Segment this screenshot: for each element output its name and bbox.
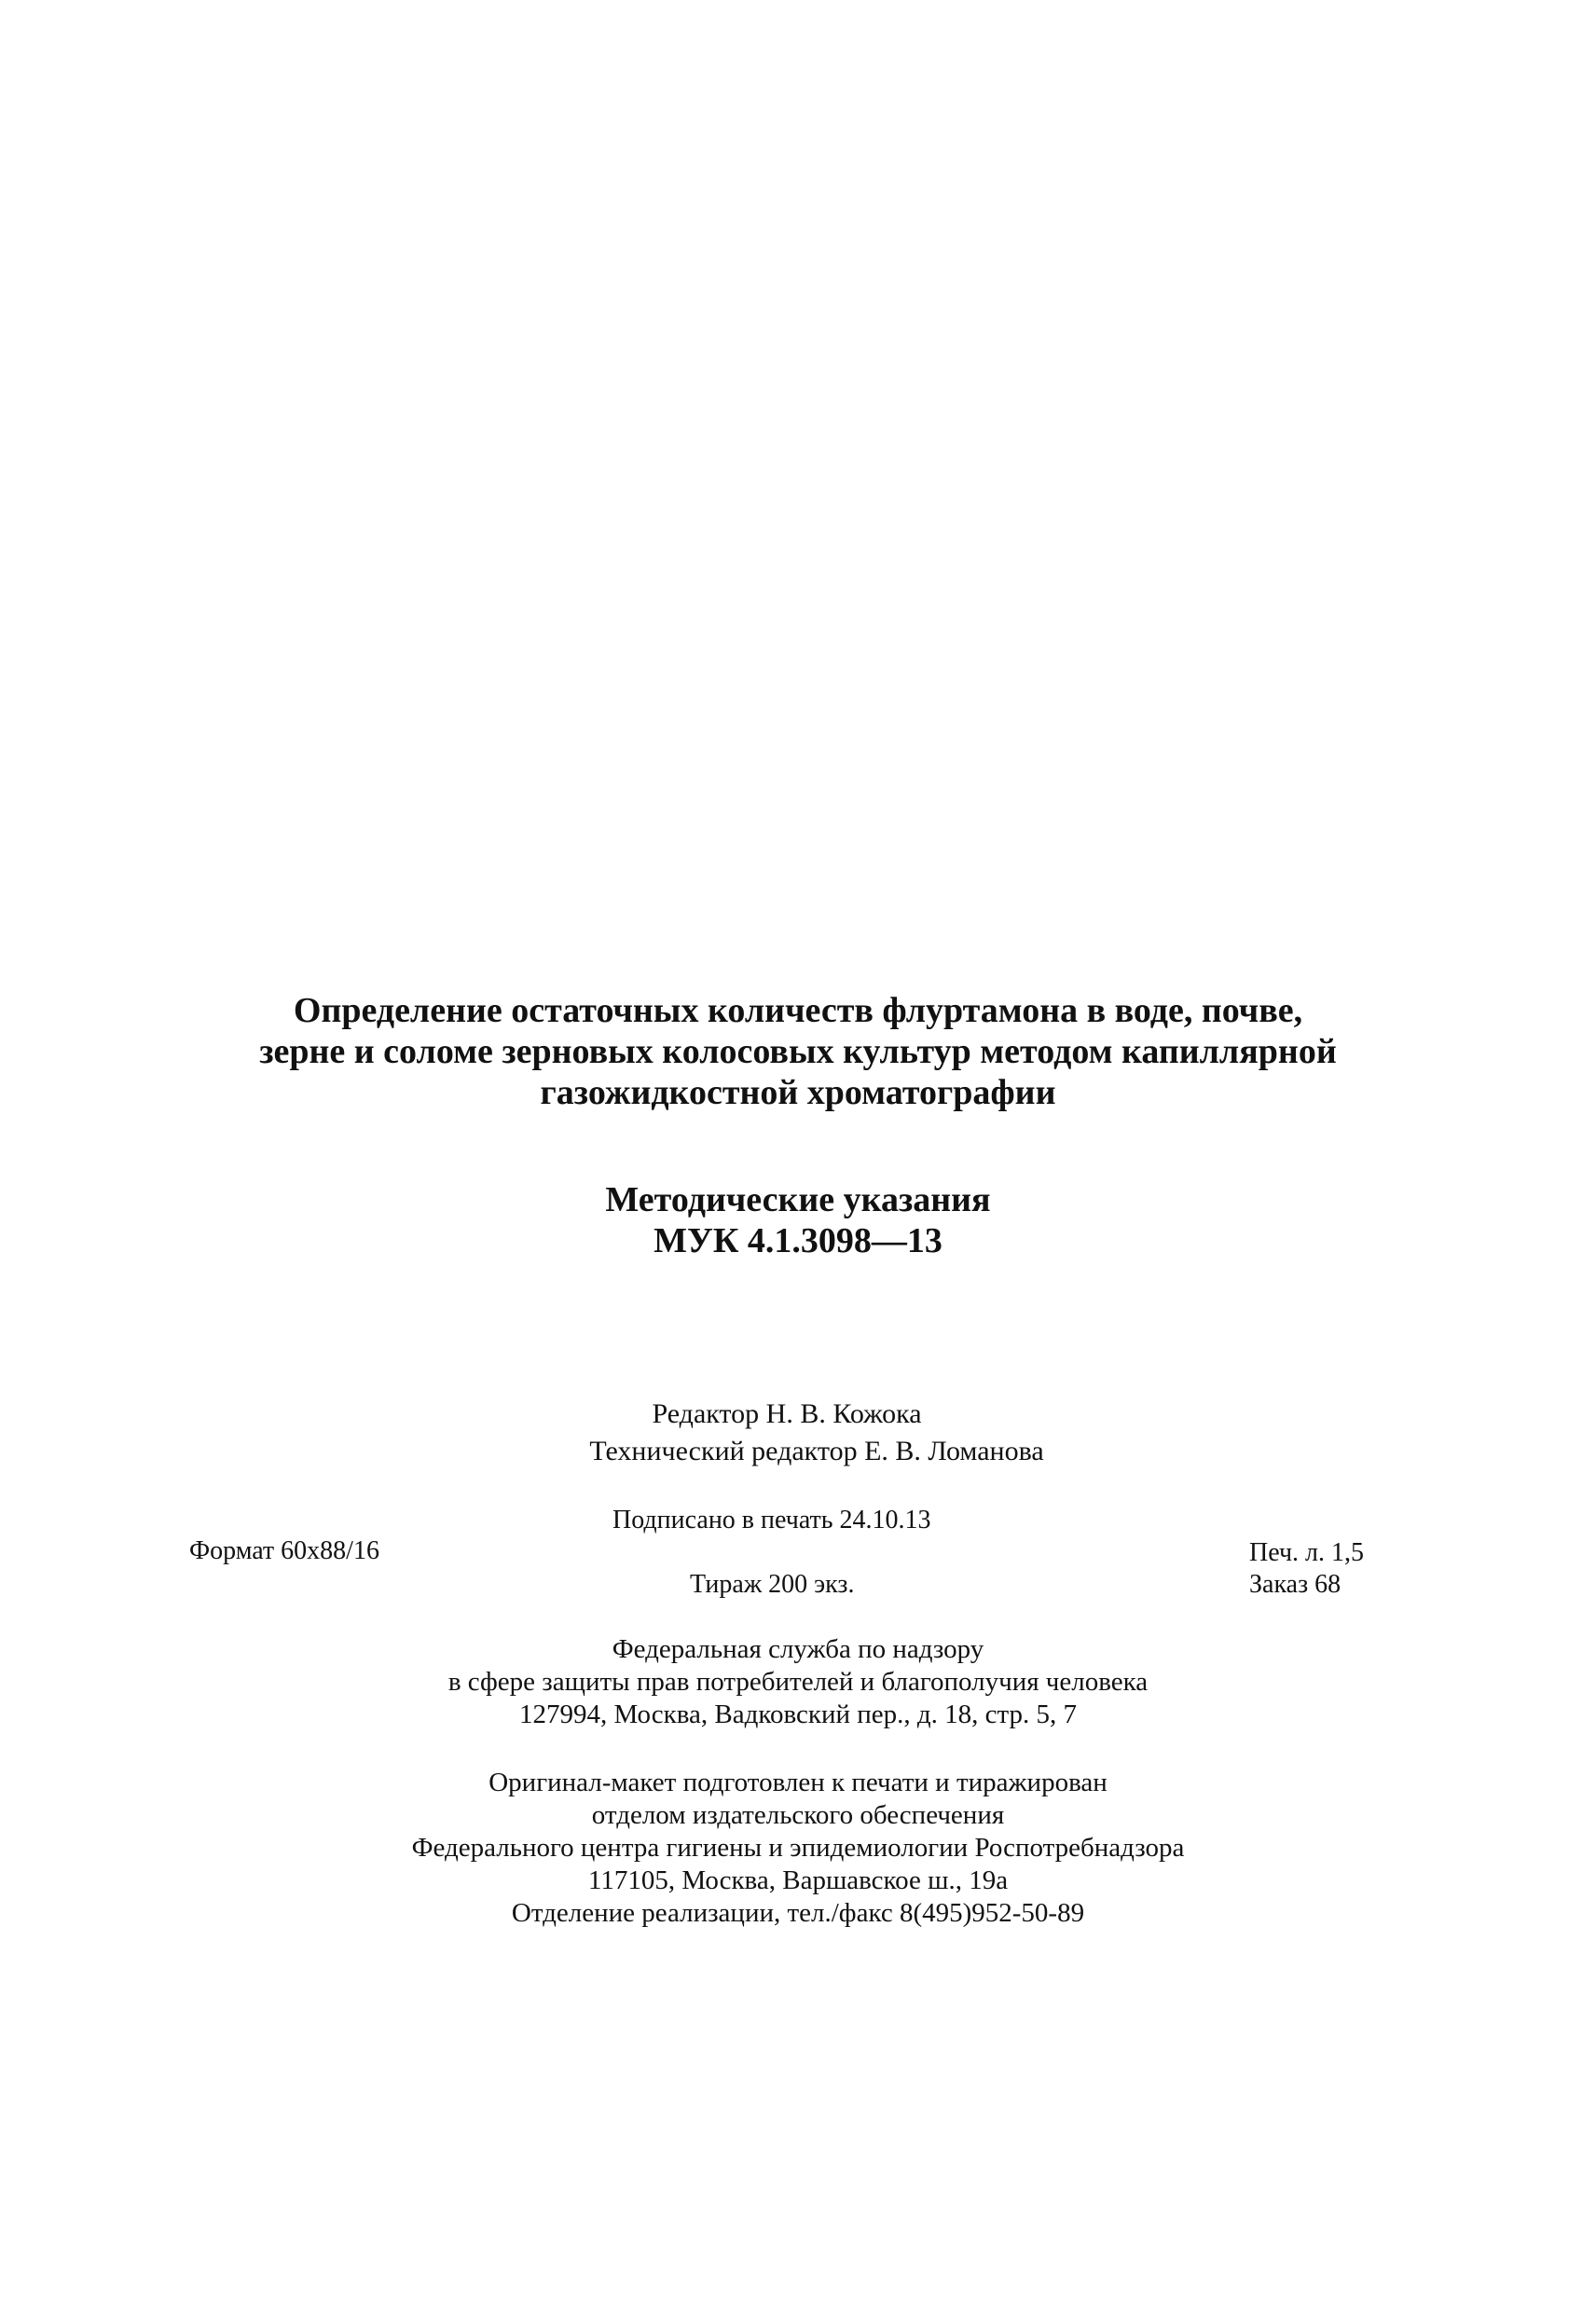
document-title xyxy=(0,990,1596,1113)
printed-sheets: Печ. л. 1,5 xyxy=(1249,1538,1365,1567)
subtitle-line-1: Методические указания xyxy=(605,1180,991,1219)
publisher-block xyxy=(0,1633,1596,1731)
publisher-address: 127994, Москва, Вадковский пер., д. 18, стр. 5, 7 xyxy=(518,1700,1078,1729)
technical-editor-name: Технический редактор Е. В. Ломанова xyxy=(589,1436,1044,1466)
producer-address: 117105, Москва, Варшавское ш., 19а xyxy=(587,1865,1009,1895)
title-line-3: газожидкостной хроматографии xyxy=(540,1073,1056,1112)
signed-date: Подписано в печать 24.10.13 xyxy=(612,1506,931,1534)
paper-format: Формат 60x88/16 xyxy=(189,1536,379,1565)
document-code: МУК 4.1.3098—13 xyxy=(654,1221,942,1260)
editors-block xyxy=(0,1396,1596,1470)
title-line-1: Определение остаточных количеств флуртамона в воде, почве, xyxy=(293,991,1303,1030)
title-line-2: зерне и соломе зерновых колосовых культур методом капиллярной xyxy=(259,1032,1337,1071)
order-number: Заказ 68 xyxy=(1249,1570,1341,1599)
producer-line-1: Оригинал-макет подготовлен к печати и тиражирован xyxy=(488,1768,1108,1797)
producer-block xyxy=(0,1767,1596,1930)
editor-name: Редактор Н. В. Кожока xyxy=(652,1398,922,1429)
sales-contact: Отделение реализации, тел./факс 8(495)952-50-89 xyxy=(511,1898,1085,1928)
producer-line-2: отделом издательского обеспечения xyxy=(591,1800,1005,1830)
publisher-line-1: Федеральная служба по надзору xyxy=(612,1634,984,1664)
producer-line-3: Федерального центра гигиены и эпидемиологии Роспотребнадзора xyxy=(411,1833,1185,1863)
document-subtitle xyxy=(0,1179,1596,1261)
publisher-line-2: в сфере защиты прав потребителей и благополучия человека xyxy=(447,1667,1149,1697)
circulation: Тираж 200 экз. xyxy=(690,1570,855,1599)
